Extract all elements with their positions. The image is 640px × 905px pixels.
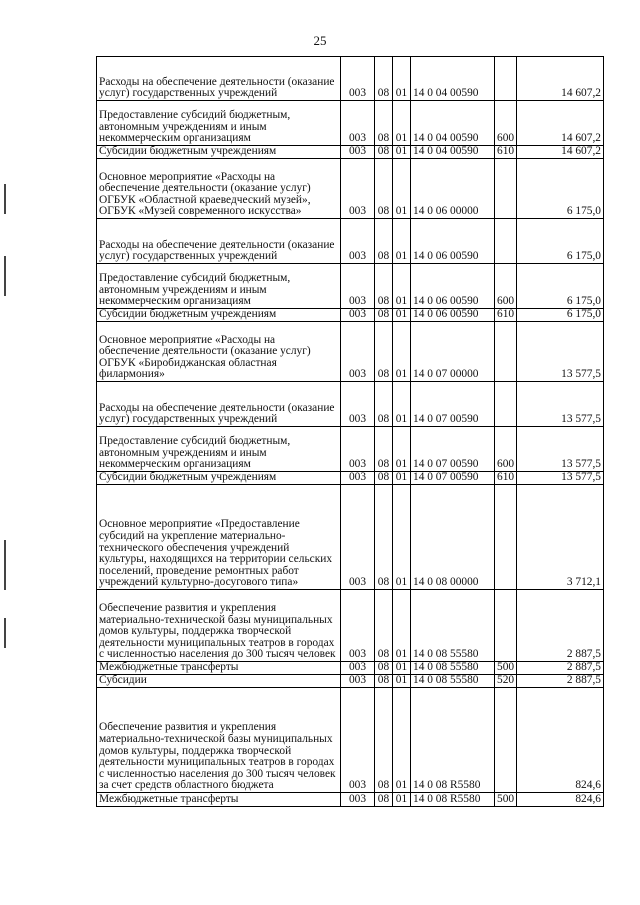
target-article: 14 0 07 00590	[411, 427, 495, 472]
target-article: 14 0 07 00590	[411, 382, 495, 427]
margin-mark	[4, 618, 6, 648]
amount: 2 887,5	[517, 662, 604, 675]
section-code: 08	[375, 688, 393, 793]
expense-type: 600	[495, 101, 517, 146]
amount: 2 887,5	[517, 675, 604, 688]
table-row	[97, 101, 604, 146]
row-name: Субсидии бюджетным учреждениям	[97, 472, 341, 485]
amount: 6 175,0	[517, 309, 604, 322]
subsection-code: 01	[393, 219, 411, 264]
target-article: 14 0 06 00000	[411, 159, 495, 219]
page-number: 25	[313, 33, 327, 48]
expense-type	[495, 322, 517, 382]
table-row	[97, 57, 604, 101]
table-row	[97, 264, 604, 309]
section-code: 08	[375, 219, 393, 264]
ministry-code: 003	[341, 675, 375, 688]
table-row	[97, 688, 604, 793]
ministry-code: 003	[341, 309, 375, 322]
ministry-code: 003	[341, 472, 375, 485]
table-row	[97, 485, 604, 590]
table-row	[97, 159, 604, 219]
row-name: Основное мероприятие «Предоставление субсидий на укрепление материально-технического обеспечения учреждений культуры, находящихся на территории сельских поселений, проведение ремонтных работ учреждений культурно-досугового типа»	[97, 485, 341, 590]
amount: 13 577,5	[517, 472, 604, 485]
ministry-code: 003	[341, 101, 375, 146]
table-row	[97, 309, 604, 322]
expense-type: 500	[495, 662, 517, 675]
amount: 3 712,1	[517, 485, 604, 590]
target-article: 14 0 08 55580	[411, 662, 495, 675]
subsection-code: 01	[393, 101, 411, 146]
amount: 824,6	[517, 688, 604, 793]
table-row	[97, 146, 604, 159]
ministry-code: 003	[341, 662, 375, 675]
table-row	[97, 793, 604, 807]
table-row	[97, 590, 604, 662]
subsection-code: 01	[393, 382, 411, 427]
expense-type: 600	[495, 427, 517, 472]
row-name: Межбюджетные трансферты	[97, 793, 341, 807]
expense-type	[495, 485, 517, 590]
target-article: 14 0 04 00590	[411, 57, 495, 101]
expense-type: 610	[495, 309, 517, 322]
section-code: 08	[375, 427, 393, 472]
section-code: 08	[375, 662, 393, 675]
amount: 13 577,5	[517, 427, 604, 472]
expense-type: 500	[495, 793, 517, 807]
amount: 2 887,5	[517, 590, 604, 662]
subsection-code: 01	[393, 675, 411, 688]
section-code: 08	[375, 485, 393, 590]
row-name: Предоставление субсидий бюджетным, автономным учреждениям и иным некоммерческим организациям	[97, 101, 341, 146]
ministry-code: 003	[341, 427, 375, 472]
row-name: Предоставление субсидий бюджетным, автономным учреждениям и иным некоммерческим организациям	[97, 264, 341, 309]
section-code: 08	[375, 146, 393, 159]
expense-type: 600	[495, 264, 517, 309]
section-code: 08	[375, 675, 393, 688]
row-name: Основное мероприятие «Расходы на обеспечение деятельности (оказание услуг) ОГБУК «Областной краеведческий музей», ОГБУК «Музей современного искусства»	[97, 159, 341, 219]
expense-type	[495, 57, 517, 101]
row-name: Расходы на обеспечение деятельности (оказание услуг) государственных учреждений	[97, 382, 341, 427]
section-code: 08	[375, 793, 393, 807]
table-row	[97, 322, 604, 382]
expense-type	[495, 382, 517, 427]
expense-type: 610	[495, 146, 517, 159]
amount: 6 175,0	[517, 159, 604, 219]
margin-mark	[4, 256, 6, 296]
amount: 14 607,2	[517, 146, 604, 159]
margin-mark	[4, 540, 6, 590]
table-body	[97, 57, 604, 807]
target-article: 14 0 07 00590	[411, 472, 495, 485]
ministry-code: 003	[341, 793, 375, 807]
amount: 14 607,2	[517, 57, 604, 101]
target-article: 14 0 08 R5580	[411, 793, 495, 807]
row-name: Субсидии бюджетным учреждениям	[97, 146, 341, 159]
ministry-code: 003	[341, 688, 375, 793]
ministry-code: 003	[341, 590, 375, 662]
target-article: 14 0 06 00590	[411, 264, 495, 309]
expense-type	[495, 688, 517, 793]
ministry-code: 003	[341, 146, 375, 159]
row-name: Обеспечение развития и укрепления материально-технической базы муниципальных домов культуры, поддержка творческой деятельности муниципальных театров в городах с численностью населения до 300 тысяч человек	[97, 590, 341, 662]
target-article: 14 0 04 00590	[411, 101, 495, 146]
target-article: 14 0 06 00590	[411, 309, 495, 322]
amount: 13 577,5	[517, 322, 604, 382]
ministry-code: 003	[341, 57, 375, 101]
row-name: Расходы на обеспечение деятельности (оказание услуг) государственных учреждений	[97, 57, 341, 101]
target-article: 14 0 08 R5580	[411, 688, 495, 793]
section-code: 08	[375, 309, 393, 322]
amount: 824,6	[517, 793, 604, 807]
section-code: 08	[375, 472, 393, 485]
ministry-code: 003	[341, 219, 375, 264]
target-article: 14 0 07 00000	[411, 322, 495, 382]
table-row	[97, 662, 604, 675]
amount: 6 175,0	[517, 264, 604, 309]
target-article: 14 0 04 00590	[411, 146, 495, 159]
table-row	[97, 472, 604, 485]
row-name: Предоставление субсидий бюджетным, автономным учреждениям и иным некоммерческим организациям	[97, 427, 341, 472]
amount: 13 577,5	[517, 382, 604, 427]
section-code: 08	[375, 159, 393, 219]
target-article: 14 0 08 55580	[411, 590, 495, 662]
expense-type	[495, 159, 517, 219]
table-row	[97, 675, 604, 688]
target-article: 14 0 08 00000	[411, 485, 495, 590]
row-name: Межбюджетные трансферты	[97, 662, 341, 675]
budget-table	[96, 56, 604, 807]
amount: 6 175,0	[517, 219, 604, 264]
expense-type: 520	[495, 675, 517, 688]
subsection-code: 01	[393, 264, 411, 309]
amount: 14 607,2	[517, 101, 604, 146]
section-code: 08	[375, 101, 393, 146]
margin-mark	[4, 184, 6, 214]
table-row	[97, 219, 604, 264]
subsection-code: 01	[393, 662, 411, 675]
ministry-code: 003	[341, 264, 375, 309]
target-article: 14 0 08 55580	[411, 675, 495, 688]
row-name: Основное мероприятие «Расходы на обеспечение деятельности (оказание услуг) ОГБУК «Биробиджанская областная филармония»	[97, 322, 341, 382]
subsection-code: 01	[393, 159, 411, 219]
row-name: Обеспечение развития и укрепления материально-технической базы муниципальных домов культуры, поддержка творческой деятельности муниципальных театров в городах с численностью населения до 300 тысяч человек за счет средств областного бюджета	[97, 688, 341, 793]
section-code: 08	[375, 264, 393, 309]
row-name: Расходы на обеспечение деятельности (оказание услуг) государственных учреждений	[97, 219, 341, 264]
ministry-code: 003	[341, 382, 375, 427]
subsection-code: 01	[393, 485, 411, 590]
target-article: 14 0 06 00590	[411, 219, 495, 264]
subsection-code: 01	[393, 322, 411, 382]
row-name: Субсидии бюджетным учреждениям	[97, 309, 341, 322]
section-code: 08	[375, 322, 393, 382]
subsection-code: 01	[393, 146, 411, 159]
ministry-code: 003	[341, 322, 375, 382]
section-code: 08	[375, 382, 393, 427]
ministry-code: 003	[341, 485, 375, 590]
subsection-code: 01	[393, 309, 411, 322]
table-row	[97, 427, 604, 472]
subsection-code: 01	[393, 472, 411, 485]
subsection-code: 01	[393, 57, 411, 101]
subsection-code: 01	[393, 793, 411, 807]
subsection-code: 01	[393, 427, 411, 472]
section-code: 08	[375, 57, 393, 101]
expense-type	[495, 219, 517, 264]
expense-type	[495, 590, 517, 662]
subsection-code: 01	[393, 688, 411, 793]
subsection-code: 01	[393, 590, 411, 662]
expense-type: 610	[495, 472, 517, 485]
section-code: 08	[375, 590, 393, 662]
row-name: Субсидии	[97, 675, 341, 688]
table-row	[97, 382, 604, 427]
ministry-code: 003	[341, 159, 375, 219]
